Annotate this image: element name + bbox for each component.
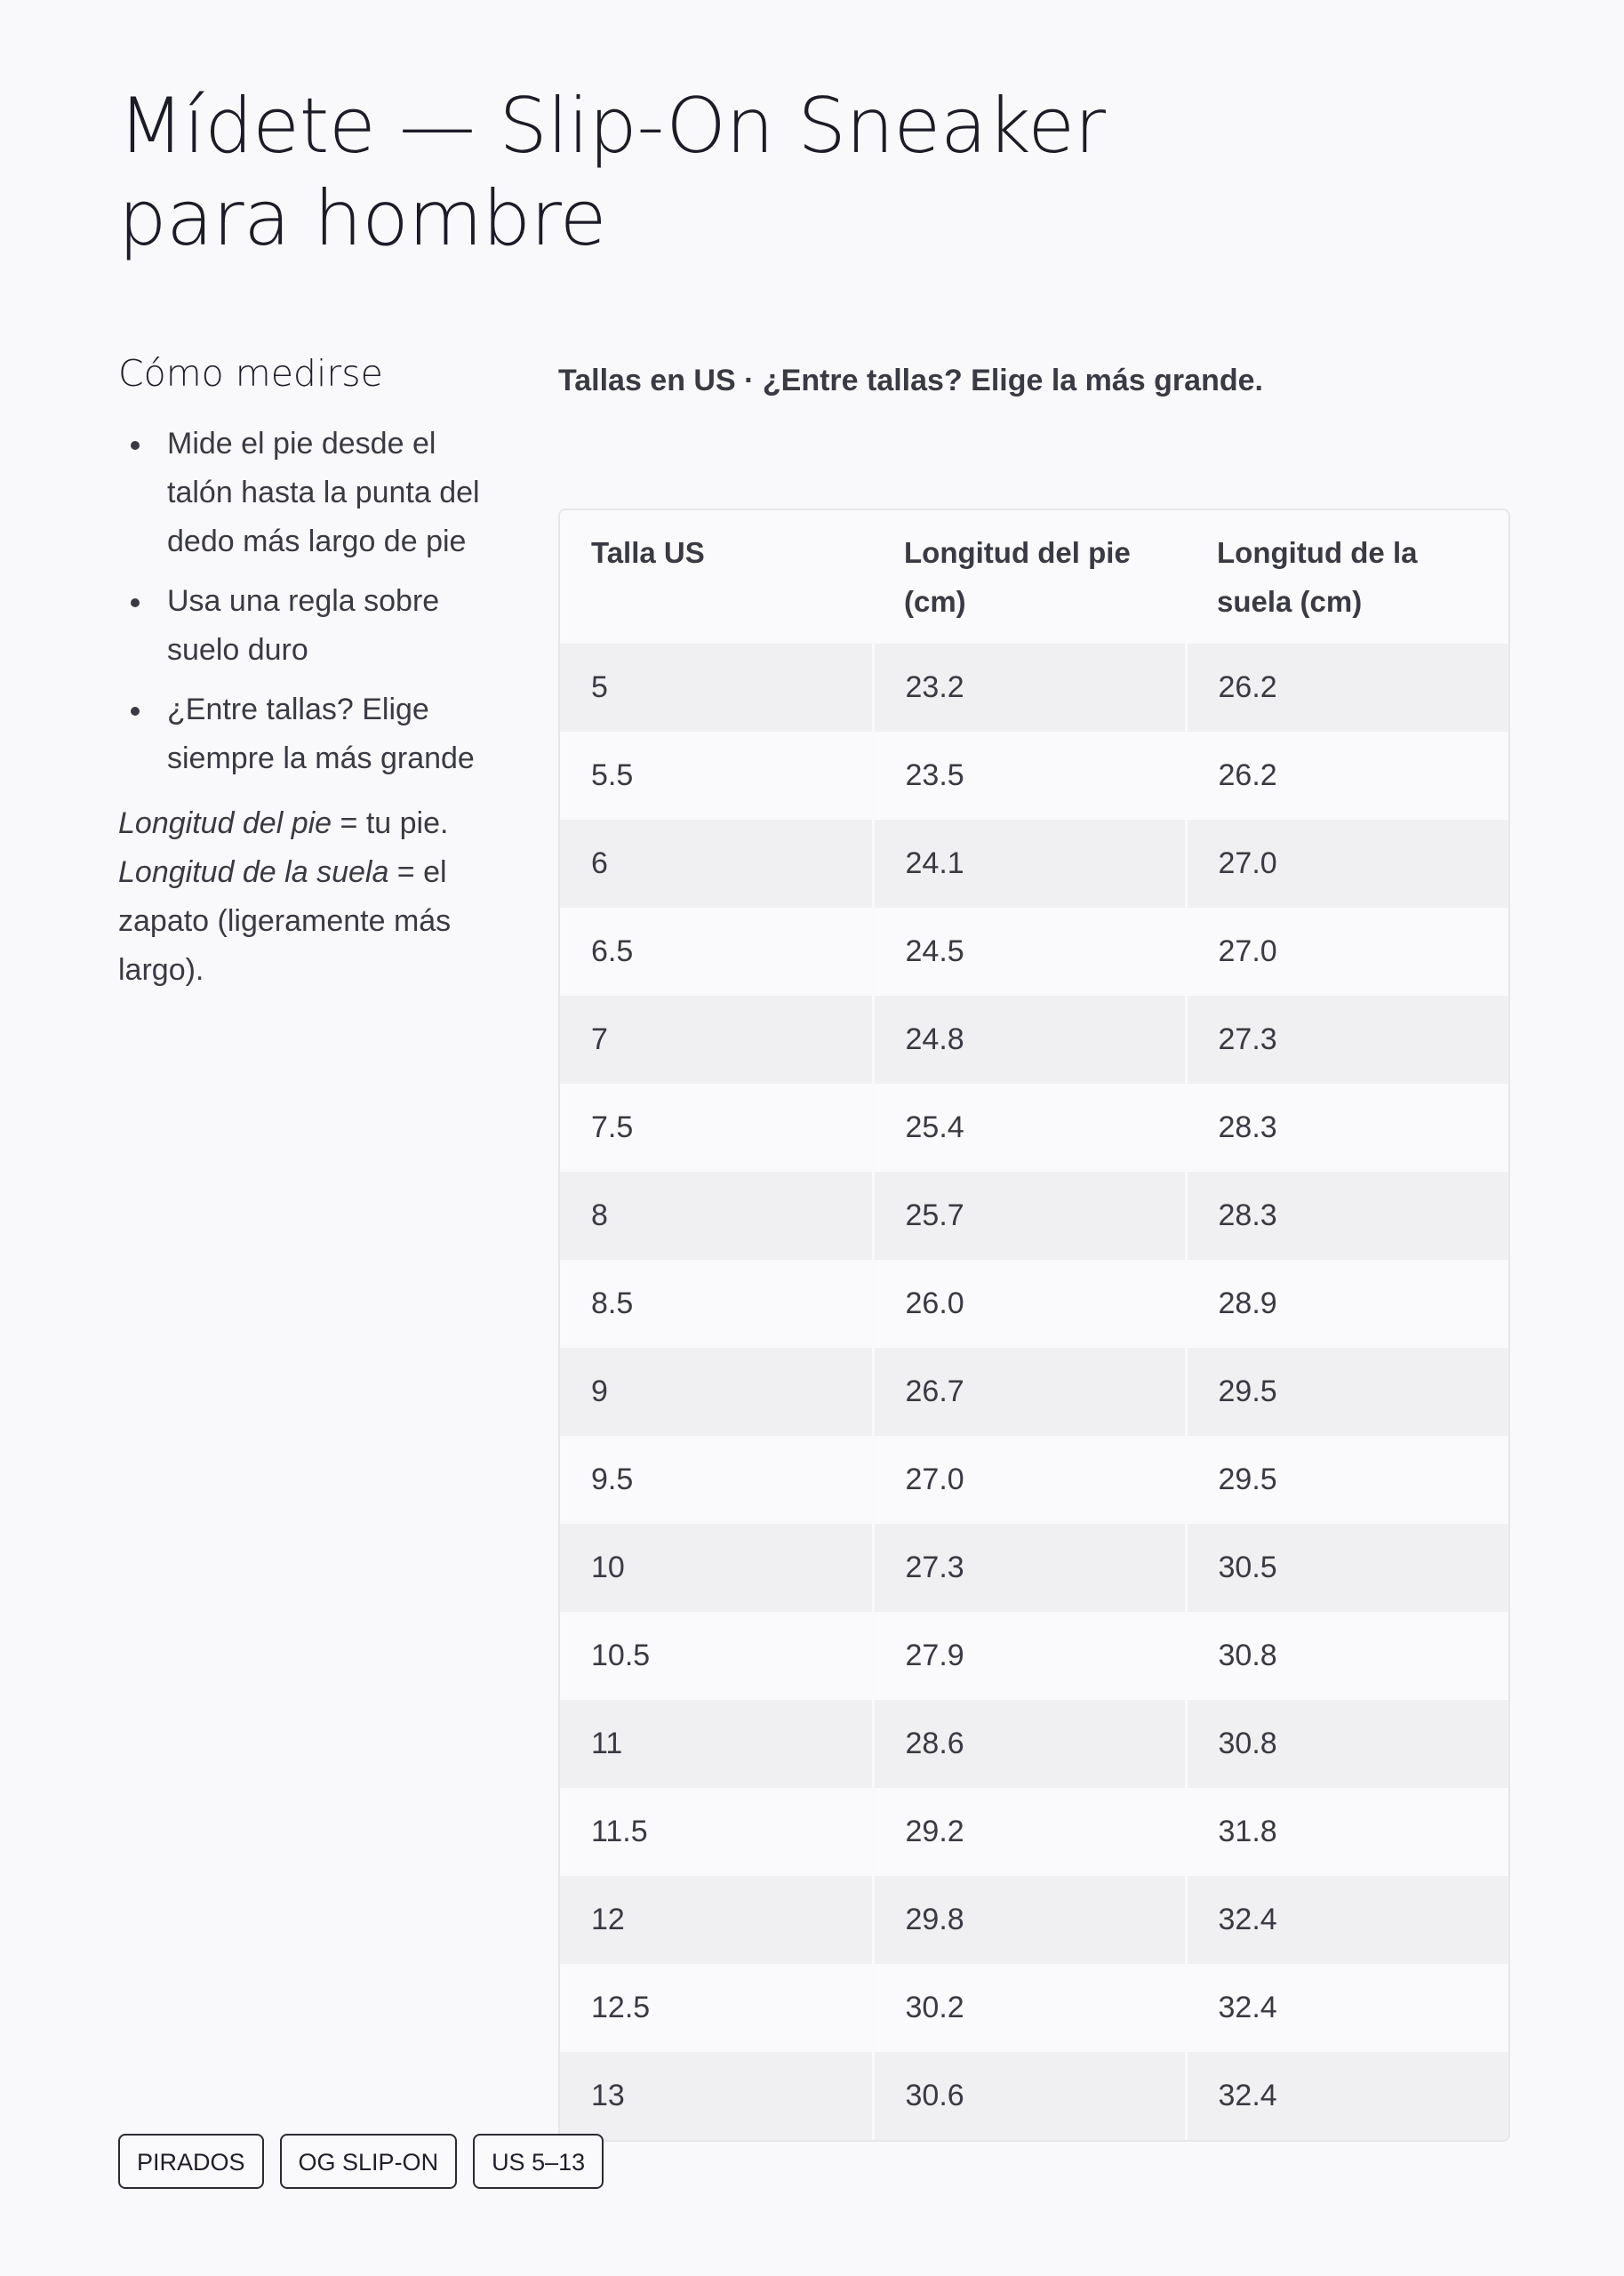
foot-length-text: = tu pie.	[332, 806, 449, 840]
cell-sole-length: 32.4	[1186, 1964, 1508, 2052]
cell-us-size: 13	[560, 2052, 873, 2140]
instruction-item: Usa una regla sobre suelo duro	[167, 577, 509, 675]
cell-foot-length: 24.5	[873, 908, 1186, 996]
table-row	[560, 1876, 1508, 1964]
cell-foot-length: 23.5	[873, 732, 1186, 820]
cell-foot-length: 24.1	[873, 820, 1186, 908]
table-row	[560, 908, 1508, 996]
size-table-panel	[558, 347, 1507, 2112]
how-to-measure-panel	[118, 347, 509, 995]
sole-length-term: Longitud de la suela	[118, 855, 389, 889]
table-row	[560, 1436, 1508, 1524]
cell-us-size: 8.5	[560, 1260, 873, 1348]
cell-us-size: 8	[560, 1172, 873, 1260]
cell-us-size: 11	[560, 1700, 873, 1788]
cell-foot-length: 25.7	[873, 1172, 1186, 1260]
cell-sole-length: 29.5	[1186, 1436, 1508, 1524]
cell-foot-length: 23.2	[873, 644, 1186, 732]
tag-brand: PIRADOS	[118, 2134, 264, 2189]
instruction-item: Mide el pie desde el talón hasta la punta del dedo más largo de pie	[167, 420, 509, 566]
cell-foot-length: 27.9	[873, 1612, 1186, 1700]
cell-us-size: 11.5	[560, 1788, 873, 1876]
cell-foot-length: 26.0	[873, 1260, 1186, 1348]
cell-sole-length: 32.4	[1186, 2052, 1508, 2140]
cell-foot-length: 24.8	[873, 996, 1186, 1084]
table-row	[560, 1348, 1508, 1436]
table-row	[560, 1084, 1508, 1172]
cell-us-size: 10	[560, 1524, 873, 1612]
cell-sole-length: 28.9	[1186, 1260, 1508, 1348]
table-row	[560, 732, 1508, 820]
cell-sole-length: 31.8	[1186, 1788, 1508, 1876]
header-foot-length: Longitud del pie (cm)	[873, 510, 1186, 644]
page-title: Mídete — Slip-On Sneaker para hombre	[118, 82, 1106, 263]
cell-us-size: 5	[560, 644, 873, 732]
cell-foot-length: 30.6	[873, 2052, 1186, 2140]
cell-us-size: 10.5	[560, 1612, 873, 1700]
cell-sole-length: 27.3	[1186, 996, 1508, 1084]
table-row	[560, 1700, 1508, 1788]
cell-sole-length: 28.3	[1186, 1084, 1508, 1172]
header-us-size: Talla US	[560, 510, 873, 644]
cell-sole-length: 27.0	[1186, 820, 1508, 908]
measurement-note	[118, 799, 509, 995]
cell-sole-length: 30.5	[1186, 1524, 1508, 1612]
how-to-measure-heading: Cómo medirse	[118, 352, 383, 395]
cell-foot-length: 28.6	[873, 1700, 1186, 1788]
cell-us-size: 5.5	[560, 732, 873, 820]
cell-us-size: 12.5	[560, 1964, 873, 2052]
measure-instructions-list	[118, 420, 509, 783]
cell-us-size: 9	[560, 1348, 873, 1436]
table-header-row	[560, 510, 1508, 644]
header-sole-length: Longitud de la suela (cm)	[1186, 510, 1508, 644]
cell-us-size: 7.5	[560, 1084, 873, 1172]
table-row	[560, 1260, 1508, 1348]
cell-us-size: 7	[560, 996, 873, 1084]
cell-us-size: 9.5	[560, 1436, 873, 1524]
cell-sole-length: 26.2	[1186, 732, 1508, 820]
cell-sole-length: 30.8	[1186, 1700, 1508, 1788]
cell-foot-length: 29.2	[873, 1788, 1186, 1876]
table-row	[560, 644, 1508, 732]
cell-sole-length: 26.2	[1186, 644, 1508, 732]
cell-foot-length: 27.0	[873, 1436, 1186, 1524]
cell-foot-length: 26.7	[873, 1348, 1186, 1436]
table-row	[560, 1524, 1508, 1612]
cell-us-size: 6.5	[560, 908, 873, 996]
foot-length-term: Longitud del pie	[118, 806, 332, 840]
size-table	[560, 510, 1508, 2140]
cell-us-size: 12	[560, 1876, 873, 1964]
table-row	[560, 1612, 1508, 1700]
cell-foot-length: 30.2	[873, 1964, 1186, 2052]
table-row	[560, 1788, 1508, 1876]
size-table-container	[558, 509, 1510, 2142]
instruction-item: ¿Entre tallas? Elige siempre la más grande	[167, 685, 509, 783]
cell-sole-length: 27.0	[1186, 908, 1508, 996]
page	[118, 80, 1507, 2112]
tag-size-range: US 5–13	[473, 2134, 604, 2189]
size-table-body	[560, 644, 1508, 2140]
cell-sole-length: 32.4	[1186, 1876, 1508, 1964]
table-row	[560, 2052, 1508, 2140]
cell-foot-length: 29.8	[873, 1876, 1186, 1964]
product-tags	[118, 2134, 604, 2189]
table-row	[560, 1172, 1508, 1260]
table-caption: Tallas en US · ¿Entre tallas? Elige la más grande.	[558, 364, 1263, 397]
cell-us-size: 6	[560, 820, 873, 908]
cell-foot-length: 27.3	[873, 1524, 1186, 1612]
tag-model: OG SLIP-ON	[280, 2134, 458, 2189]
cell-sole-length: 30.8	[1186, 1612, 1508, 1700]
table-row	[560, 820, 1508, 908]
cell-sole-length: 28.3	[1186, 1172, 1508, 1260]
cell-sole-length: 29.5	[1186, 1348, 1508, 1436]
table-row	[560, 1964, 1508, 2052]
cell-foot-length: 25.4	[873, 1084, 1186, 1172]
sole-length-text: = el zapato (ligeramente más largo).	[118, 855, 452, 987]
table-row	[560, 996, 1508, 1084]
